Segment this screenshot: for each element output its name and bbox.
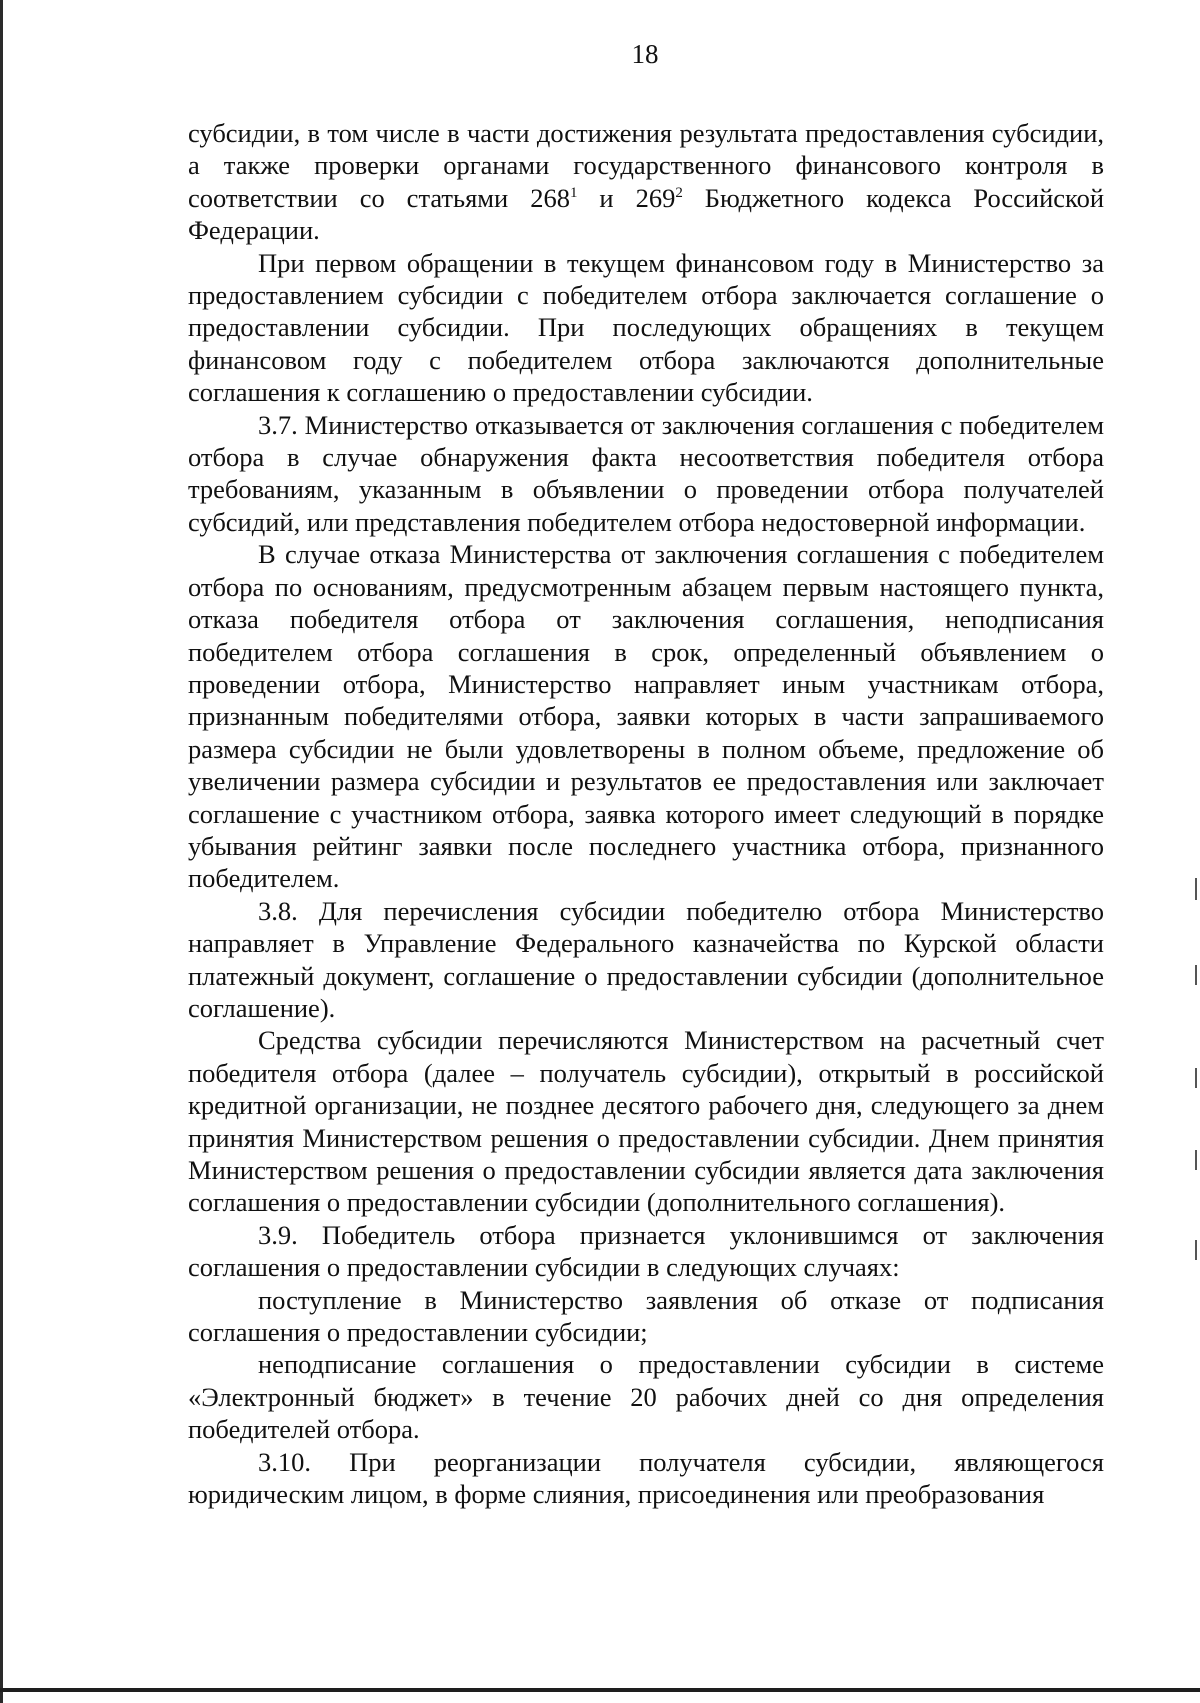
paragraph	[188, 117, 1104, 247]
paragraph-text: неподписание соглашения о предоставлении субсидии в системе «Электронный бюджет» в течение 20 рабочих дней со дня определения победителей отбора.	[188, 1349, 1104, 1445]
paragraph	[188, 1024, 1104, 1218]
margin-mark	[1195, 878, 1197, 900]
paragraph	[188, 895, 1104, 1025]
paragraph-text: 3.10. При реорганизации получателя субсидии, являющегося юридическим лицом, в форме слияния, присоединения или преобразования	[188, 1446, 1104, 1510]
paragraph	[188, 1348, 1104, 1445]
footnote-superscript: 1	[569, 184, 578, 201]
paragraph-text: В случае отказа Министерства от заключения соглашения с победителем отбора по основаниям, предусмотренным абзацем первым настоящего пункта, отказа победителя отбора от заключения соглашения, неподписания победителем отбора соглашения в срок, определенный объявлением о проведении отбора, Министерство направляет иным участникам отбора, признанным победителями отбора, заявки которых в части запрашиваемого размера субсидии не были удовлетворены в полном объеме, предложение об увеличении размера субсидии и результатов ее предоставления или заключает соглашение с участником отбора, заявка которого имеет следующий в порядке убывания рейтинг заявки после последнего участника отбора, признанного победителем.	[188, 539, 1104, 894]
paragraph-text: субсидии, в том числе в части достижения результата предоставления субсидии, а также проверки органами государственного финансового контроля в соответствии со статьями 268	[188, 118, 1104, 213]
paragraph-text: поступление в Министерство заявления об отказе от подписания соглашения о предоставлении субсидии;	[188, 1284, 1104, 1348]
paragraph	[188, 1284, 1104, 1349]
margin-mark	[1195, 1240, 1197, 1260]
scan-bottom-edge	[0, 1688, 1200, 1692]
paragraph-text: 3.9. Победитель отбора признается уклонившимся от заключения соглашения о предоставлении субсидии в следующих случаях:	[188, 1219, 1104, 1283]
paragraph	[188, 409, 1104, 539]
paragraph-text: 3.8. Для перечисления субсидии победителю отбора Министерство направляет в Управление Федерального казначейства по Курской области платежный документ, соглашение о предоставлении субсидии (дополнительное соглашение).	[188, 895, 1104, 1023]
paragraph	[188, 1446, 1104, 1511]
page-number: 18	[631, 39, 659, 69]
paragraph	[188, 247, 1104, 409]
paragraph-text: При первом обращении в текущем финансовом году в Министерство за предоставлением субсидии с победителем отбора заключается соглашение о предоставлении субсидии. При последующих обращениях в текущем финансовом году с победителем отбора заключаются дополнительные соглашения к соглашению о предоставлении субсидии.	[188, 247, 1104, 408]
scan-left-edge	[0, 0, 3, 1703]
paragraph	[188, 538, 1104, 894]
paragraph-text: Бюджетного кодекса Российской Федерации.	[188, 182, 1104, 246]
paragraph-text: Средства субсидии перечисляются Министерством на расчетный счет победителя отбора (далее – получатель субсидии), открытый в российской кредитной организации, не позднее десятого рабочего дня, следующего за днем принятия Министерством решения о предоставлении субсидии. Днем принятия Министерством решения о предоставлении субсидии является дата заключения соглашения о предоставлении субсидии (дополнительного соглашения).	[188, 1025, 1104, 1218]
paragraph-text: и 269	[577, 182, 676, 213]
page-body	[188, 117, 1104, 1510]
paragraph	[188, 1219, 1104, 1284]
margin-mark	[1195, 1150, 1197, 1170]
margin-mark	[1195, 1068, 1197, 1088]
paragraph-text: 3.7. Министерство отказывается от заключения соглашения с победителем отбора в случае обнаружения факта несоответствия победителя отбора требованиям, указанным в объявлении о проведении отбора получателей субсидий, или представления победителем отбора недостоверной информации.	[188, 409, 1104, 537]
margin-mark	[1195, 965, 1197, 985]
footnote-superscript: 2	[675, 184, 683, 201]
